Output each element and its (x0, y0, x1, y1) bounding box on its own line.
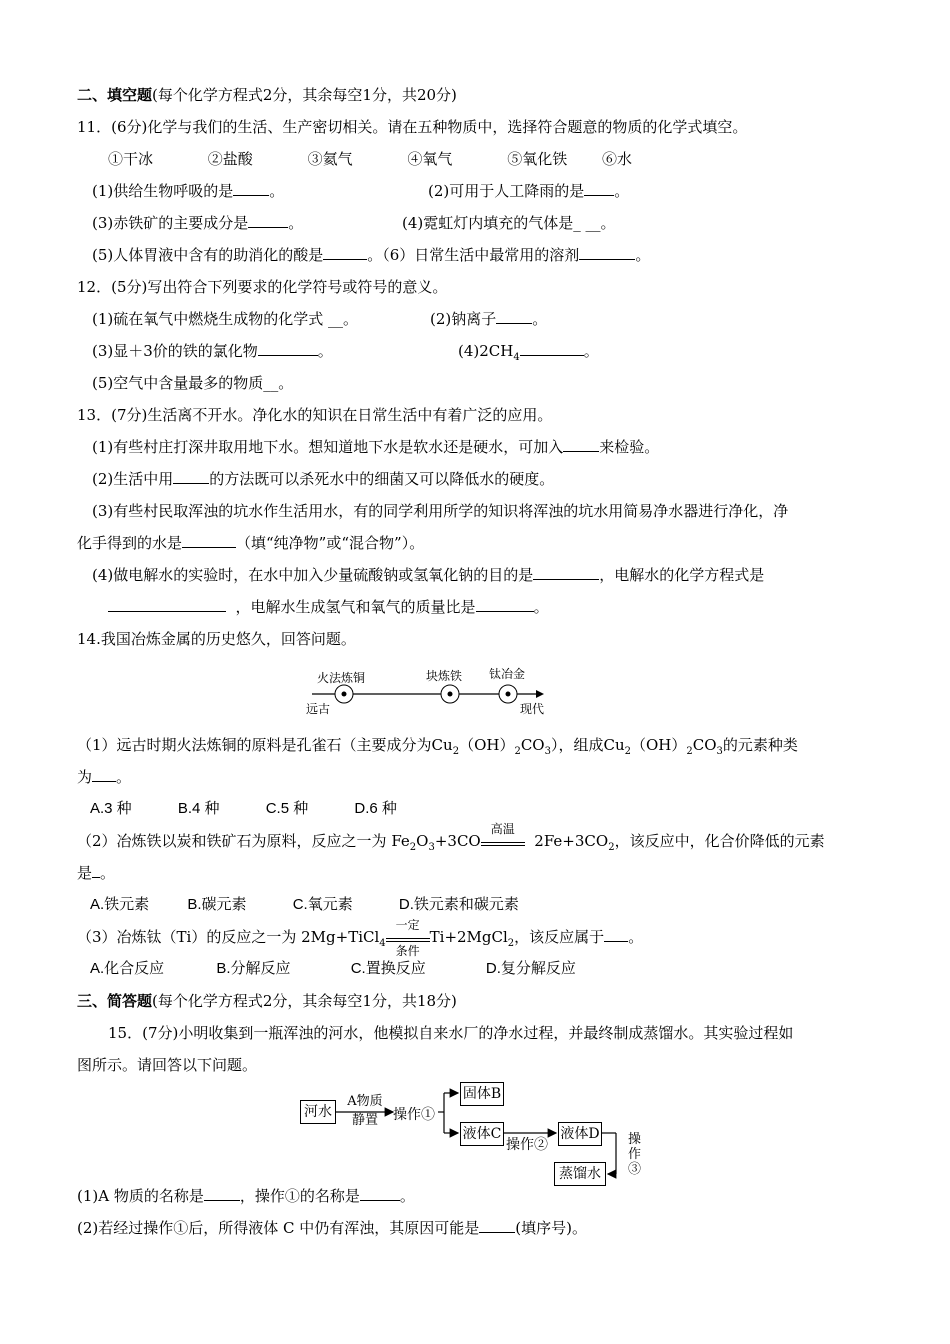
q13-p3-end: （填“纯净物”或“混合物”）。 (236, 534, 425, 552)
q11-p5-end: 。 (367, 246, 383, 264)
q14-part1-line2 (77, 767, 131, 787)
answer-blank[interactable] (233, 181, 269, 196)
timeline-label: 火法炼铜 (317, 671, 366, 685)
answer-blank[interactable] (604, 927, 628, 942)
q12-stem: 12．(5分)写出符合下列要求的化学符号或符号的意义。 (77, 278, 448, 296)
section-title: 二、填空题 (77, 86, 153, 104)
choice-option[interactable]: C.置换反应 (350, 960, 426, 977)
q14-p3-text2: ，该反应属于 (514, 928, 605, 946)
q13-part1 (92, 437, 659, 457)
answer-blank[interactable] (533, 565, 599, 580)
option: ③氦气 (307, 150, 353, 168)
choice-option[interactable]: C.5 种 (265, 800, 309, 817)
q12-p5-end: __。 (263, 374, 294, 392)
q14-p1-text3: 的元素种类 (722, 736, 798, 754)
q12-p5-text: (5)空气中含量最多的物质 (92, 374, 264, 392)
timeline-label: 块炼铁 (426, 669, 463, 683)
q13-p4-text2: ，电解水生成氢气和氧气的质量比是 (235, 598, 476, 616)
q11-stem: 11．(6分)化学与我们的生活、生产密切相关。请在五种物质中，选择符合题意的物质的化学式填空。 (77, 118, 748, 136)
subscript: 4 (513, 352, 520, 363)
choice-option[interactable]: C.氧元素 (292, 896, 353, 913)
timeline-dot (448, 692, 453, 697)
q15-p2-end: (填序号)。 (515, 1219, 587, 1237)
a-substance-label: A物质 (347, 1094, 383, 1109)
option: ⑥水 (601, 150, 632, 168)
q14-p2-text3: 是 (77, 864, 93, 882)
condition-text: 高温 (490, 822, 515, 836)
section-note: (每个化学方程式2分，其余每空1分，共20分) (152, 86, 457, 104)
answer-blank[interactable] (479, 1218, 515, 1233)
op3-label: 操作③ (628, 1132, 642, 1177)
q11-p5-text: (5)人体胃液中含有的助消化的酸是 (92, 246, 324, 264)
q14-options2 (90, 895, 519, 915)
q11-p1-end: 。 (269, 182, 285, 200)
timeline-dot (342, 692, 347, 697)
answer-blank[interactable] (520, 341, 584, 356)
q12-p4-end: 。 (583, 342, 599, 360)
distilled-water-box: 蒸馏水 (554, 1162, 606, 1186)
q14-p2-product: 2Fe+3CO (534, 832, 609, 850)
settle-label: 静置 (351, 1113, 378, 1128)
q13-p4-mid: ，电解水的化学方程式是 (599, 566, 765, 584)
q13-p1-text: (1)有些村庄打深井取用地下水。想知道地下水是软水还是硬水，可加入 (92, 438, 564, 456)
choice-option[interactable]: A.铁元素 (90, 896, 150, 913)
q15-stem-line1: 15．(7分)小明收集到一瓶浑浊的河水，他模拟自来水厂的净水过程，并最终制成蒸馏水。其实验过程如 (108, 1024, 794, 1042)
section-3-heading (77, 991, 457, 1011)
q15-p1-end: 。 (399, 1187, 415, 1205)
liquid-c-box: 液体C (460, 1122, 504, 1146)
q13-part4-line1 (92, 565, 764, 585)
q12-part4 (458, 341, 599, 368)
q12-p2-text: (2)钠离子 (430, 310, 497, 328)
river-water-box: 河水 (300, 1100, 336, 1124)
q11-p1-text: (1)供给生物呼吸的是 (92, 182, 234, 200)
q11-p4-end: _ __。 (573, 214, 616, 232)
choice-option[interactable]: D.铁元素和碳元素 (398, 896, 519, 913)
q12-p3-end: 。 (317, 342, 333, 360)
q11-p3-end: 。 (288, 214, 304, 232)
q15-p2-text: (2)若经过操作①后，所得液体 C 中仍有浑浊，其原因可能是 (77, 1219, 480, 1237)
metallurgy-timeline (300, 660, 560, 720)
q15-p1-text2: ，操作①的名称是 (239, 1187, 360, 1205)
q11-p4-text: (4)霓虹灯内填充的气体是 (402, 214, 574, 232)
liquid-d-box: 液体D (558, 1122, 602, 1146)
q15-p1-text: (1)A 物质的名称是 (77, 1187, 204, 1205)
op1-label: 操作① (393, 1107, 435, 1123)
step-a-label (340, 1094, 390, 1128)
q13-part2 (92, 469, 554, 489)
q12-p4-text: (4)2CH (458, 342, 514, 360)
q11-part3 (92, 213, 303, 233)
option: ①干冰 (108, 150, 154, 168)
q13-p3-text: 化手得到的水是 (77, 534, 183, 552)
q14-options3 (90, 959, 576, 979)
q11-part1 (92, 181, 284, 201)
q14-part2-line1: （2）冶炼铁以炭和铁矿石为原料，反应之一为 $Fe_2O_3+3CO$ 高温 $2Fe+3CO_2$，该反应中，化合价降低的元素 (77, 831, 825, 858)
q13-p4-end: 。 (533, 598, 549, 616)
answer-blank[interactable] (248, 213, 288, 228)
choice-option[interactable]: B.分解反应 (216, 960, 291, 977)
q14-p1-oh: （OH） (459, 736, 515, 754)
choice-option[interactable]: A.3 种 (90, 800, 132, 817)
condition-text: 一定 (395, 918, 420, 932)
reaction-condition (386, 918, 430, 958)
choice-option[interactable]: A.化合反应 (90, 960, 165, 977)
option: ④氧气 (407, 150, 453, 168)
q14-p1-text4: 为 (77, 768, 93, 786)
q14-p1-text2: ），组成Cu (550, 736, 625, 754)
q12-p1-end: __。 (328, 310, 359, 328)
q14-part3: （3）冶炼钛（Ti）的反应之一为 2Mg+TiCl$_4$ 一定 条件 Ti+2MgCl$_2$，该反应属于 。 (77, 927, 643, 954)
answer-blank[interactable] (173, 469, 209, 484)
answer-blank[interactable] (182, 533, 236, 548)
q12-part5 (92, 373, 293, 393)
q14-p1-end: 。 (116, 768, 132, 786)
q15-stem-line2: 图所示。请回答以下问题。 (77, 1056, 258, 1074)
answer-blank[interactable] (476, 597, 534, 612)
q14-p1-co: CO (520, 736, 545, 754)
q14-options1 (90, 799, 397, 819)
q15-part1 (77, 1186, 415, 1206)
q12-p1-text: (1)硫在氧气中燃烧生成物的化学式 (92, 310, 324, 328)
q14-p3-product: Ti+2MgCl (429, 928, 508, 946)
q12-part2 (430, 309, 547, 329)
choice-option[interactable]: B.4 种 (177, 800, 220, 817)
q14-part2-line2 (77, 863, 115, 883)
section-2-heading (77, 85, 457, 105)
op2-label: 操作② (506, 1137, 548, 1153)
answer-blank[interactable] (92, 767, 116, 782)
q13-p1-end: 来检验。 (599, 438, 660, 456)
q14-p1-text: （1）远古时期火法炼铜的原料是孔雀石（主要成分为Cu (77, 736, 453, 754)
condition-text: 条件 (395, 944, 420, 958)
q13-part3-line1: (3)有些村民取浑浊的坑水作生活用水，有的同学利用所学的知识将浑浊的坑水用简易净水器进行净化，净 (92, 502, 789, 520)
q14-stem: 14.我国冶炼金属的历史悠久，回答问题。 (77, 630, 356, 648)
choice-option[interactable]: D.6 种 (354, 800, 397, 817)
reaction-condition (481, 822, 525, 846)
q13-part3-line2 (77, 533, 424, 553)
answer-blank[interactable] (92, 863, 100, 878)
q14-p2-text2: ，该反应中，化合价降低的元素 (614, 832, 825, 850)
q14-p3-text: （3）冶炼钛（Ti）的反应之一为 2Mg+TiCl (77, 928, 380, 946)
q14-p1-oh: （OH） (631, 736, 687, 754)
q14-p2-end: 。 (100, 864, 116, 882)
answer-blank[interactable] (323, 245, 367, 260)
q11-part5-6 (92, 245, 650, 265)
purification-flowchart (298, 1076, 658, 1188)
q14-p1-co: CO (692, 736, 717, 754)
q14-p3-end: 。 (628, 928, 644, 946)
choice-option[interactable]: B.碳元素 (187, 896, 247, 913)
q13-p2-text: (2)生活中用 (92, 470, 174, 488)
option: ⑤氧化铁 (507, 150, 568, 168)
answer-blank[interactable] (108, 597, 226, 612)
q11-options (108, 149, 632, 169)
q13-p2-end: 的方法既可以杀死水中的细菌又可以降低水的硬度。 (209, 470, 555, 488)
answer-blank[interactable] (563, 437, 599, 452)
answer-blank[interactable] (584, 181, 614, 196)
q14-p2-text: （2）冶炼铁以炭和铁矿石为原料，反应之一为 Fe (77, 832, 410, 850)
answer-blank[interactable] (258, 341, 318, 356)
timeline-label: 钛冶金 (489, 667, 526, 681)
timeline-dot (506, 692, 511, 697)
section-note: (每个化学方程式2分，其余每空1分，共18分) (152, 992, 457, 1010)
answer-blank[interactable] (496, 309, 532, 324)
q11-part2 (428, 181, 629, 201)
q13-stem: 13．(7分)生活离不开水。净化水的知识在日常生活中有着广泛的应用。 (77, 406, 553, 424)
answer-blank[interactable] (204, 1186, 240, 1201)
option: ②盐酸 (207, 150, 253, 168)
q14-part1-line1: （1）远古时期火法炼铜的原料是孔雀石（主要成分为$Cu_2(OH)_2CO_3$），组成$Cu_2(OH)_2CO_3$的元素种类 (77, 736, 798, 757)
q15-part2 (77, 1218, 587, 1238)
answer-blank[interactable] (579, 245, 635, 260)
choice-option[interactable]: D.复分解反应 (485, 960, 576, 977)
q12-part1 (92, 309, 358, 329)
timeline-end: 现代 (520, 702, 545, 716)
arrow-head-icon (536, 690, 544, 698)
q13-part4-line2 (108, 597, 549, 617)
q11-p2-text: (2)可用于人工降雨的是 (428, 182, 585, 200)
section-title: 三、简答题 (77, 992, 153, 1010)
q11-p3-text: (3)赤铁矿的主要成分是 (92, 214, 249, 232)
answer-blank[interactable] (360, 1186, 400, 1201)
q12-p2-end: 。 (532, 310, 548, 328)
timeline-start: 远古 (306, 702, 331, 716)
q13-p4-text: (4)做电解水的实验时，在水中加入少量硫酸钠或氢氧化钠的目的是 (92, 566, 534, 584)
q12-part3 (92, 341, 333, 361)
q11-p6-text: （6）日常生活中最常用的溶剂 (382, 246, 580, 264)
q11-part4 (402, 213, 616, 233)
q11-p6-end: 。 (635, 246, 651, 264)
q12-p3-text: (3)显＋3价的铁的氯化物 (92, 342, 258, 360)
solid-b-box: 固体B (460, 1082, 504, 1106)
q11-p2-end: 。 (614, 182, 630, 200)
